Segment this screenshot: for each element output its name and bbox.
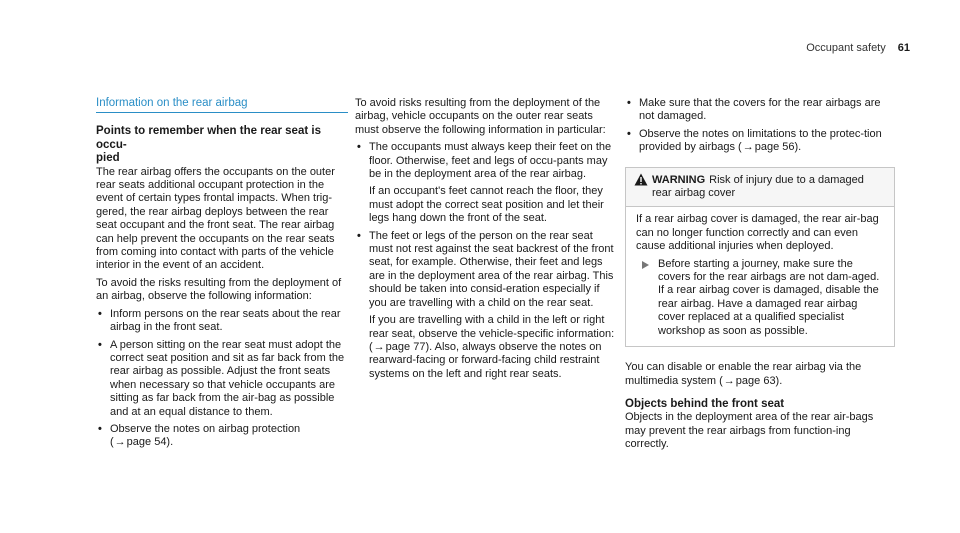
warning-title: Risk of injury due to a damaged rear airbag cover [652,173,864,200]
warning-header [626,168,894,208]
page-number: 61 [897,42,910,54]
bullet-list [625,97,895,155]
list-item: • Observe the notes on airbag protection (→page 54). [98,422,301,449]
action-step-text: Before starting a journey, make sure the covers for the rear airbags are not dam-aged. If a rear airbag cover is damaged, disable the rear airbag. Have a damaged rear airbag cover replaced at a qualified specialist workshop as soon as possible. [658,257,880,337]
avoid-paragraph: To avoid the risks resulting from the deployment of an airbag, observe the following information: [96,276,342,303]
bullet-icon: • [627,97,631,109]
subheading-rear-seat: Points to remember when the rear seat is occu- pied [96,125,321,165]
warning-box [625,167,895,347]
list-item-text: Make sure that the covers for the rear airbags are not damaged. [639,97,881,123]
list-item-paragraph: If an occupant's feet cannot reach the floor, they must adopt the correct seat position and let their legs hang down the front of the seat. [369,185,604,225]
text-segment: You can disable or enable the rear airbag via the multimedia system ( [625,361,862,387]
list-item [625,128,895,155]
list-item-text: The occupants must always keep their feet on the floor. Otherwise, feet and legs of occu-pants may be in the deployment area of the rear airbag. [369,141,612,181]
intro-paragraph: To avoid risks resulting from the deployment of the airbag, vehicle occupants on the outer rear seats must observe the following information in particular: [355,97,606,136]
objects-paragraph: Objects in the deployment area of the rear air-bags may prevent the rear airbags from function-ing correctly. [625,411,874,451]
page-reference-link[interactable]: page 56). [754,141,802,154]
arrow-icon: → [114,436,126,449]
action-triangle-icon [642,261,649,269]
bullet-icon: • [357,229,361,242]
list-item-text: The feet or legs of the person on the rear seat must not rest against the seat backrest of the front seat, for example. Otherwise, their feet and legs are in the deployment area of the rear airbag. This should be taken into consid-eration especially if you are travelling with a child on the rear seat. [369,229,614,309]
running-header: Occupant safety [806,42,886,54]
bullet-icon: • [98,307,102,320]
list-item [96,308,348,335]
disable-paragraph [625,361,895,388]
subheading-objects: Objects behind the front seat [625,397,785,410]
arrow-icon: → [373,340,385,353]
bullet-icon: • [98,422,102,435]
bullet-list [355,141,617,381]
warning-text: If a rear airbag cover is damaged, the rear air-bag can no longer function correctly and can even cause additional injuries when deployed. [636,213,879,253]
list-item-text: A person sitting on the rear seat must adopt the correct seat position and sit as far back from the rear airbag as possible. Adjust the front seats when necessary so that vehicle occupants are sitting as far back from the air-bag as possible and at an equal distance to them. [110,338,345,418]
page-reference-link[interactable]: page 54). [126,436,174,449]
list-item [96,339,348,419]
page-header [806,42,910,55]
column-1 [96,97,348,454]
warning-body [626,207,894,346]
action-step [636,258,884,338]
intro-paragraph: The rear airbag offers the occupants on the outer rear seats additional occupant protection in the event of certain types frontal impacts. When trig-gered, the rear airbag deploys between the rear seat occupant and the front seat. The rear airbag can help prevent the occupants on the rear seats from coming into contact with parts of the vehicle interior in the event of an accident. [96,165,335,272]
warning-icon [634,173,648,186]
bullet-list [96,308,348,450]
warning-label: WARNING [652,173,706,186]
list-item-text: Observe the notes on airbag protection [110,422,301,435]
bullet-icon: • [627,127,631,140]
column-2 [355,97,617,385]
arrow-icon: → [723,374,735,387]
list-item [355,141,617,225]
page-reference-link[interactable]: page 63). [735,374,783,387]
arrow-icon: → [742,141,754,154]
bullet-icon: • [357,141,361,154]
section-title: Information on the rear airbag [96,97,348,113]
list-item [355,230,617,381]
bullet-icon: • [98,338,102,351]
page-reference-link[interactable]: page 77 [385,340,426,353]
text-segment: If you are travelling with a child in the left or right rear seat, observe the vehicle-specific information: ( [369,314,615,353]
column-3 [625,97,895,456]
list-item-text: Inform persons on the rear seats about the rear airbag in the front seat. [110,307,341,334]
list-item [625,97,895,124]
list-item-text: Observe the notes on limitations to the protec-tion provided by airbags ( [639,127,882,154]
text-segment: ). Also, always observe the notes on rearward-facing or forward-facing child restraint systems on the left and right rear seats. [369,340,602,380]
list-item-paragraph [369,314,617,381]
